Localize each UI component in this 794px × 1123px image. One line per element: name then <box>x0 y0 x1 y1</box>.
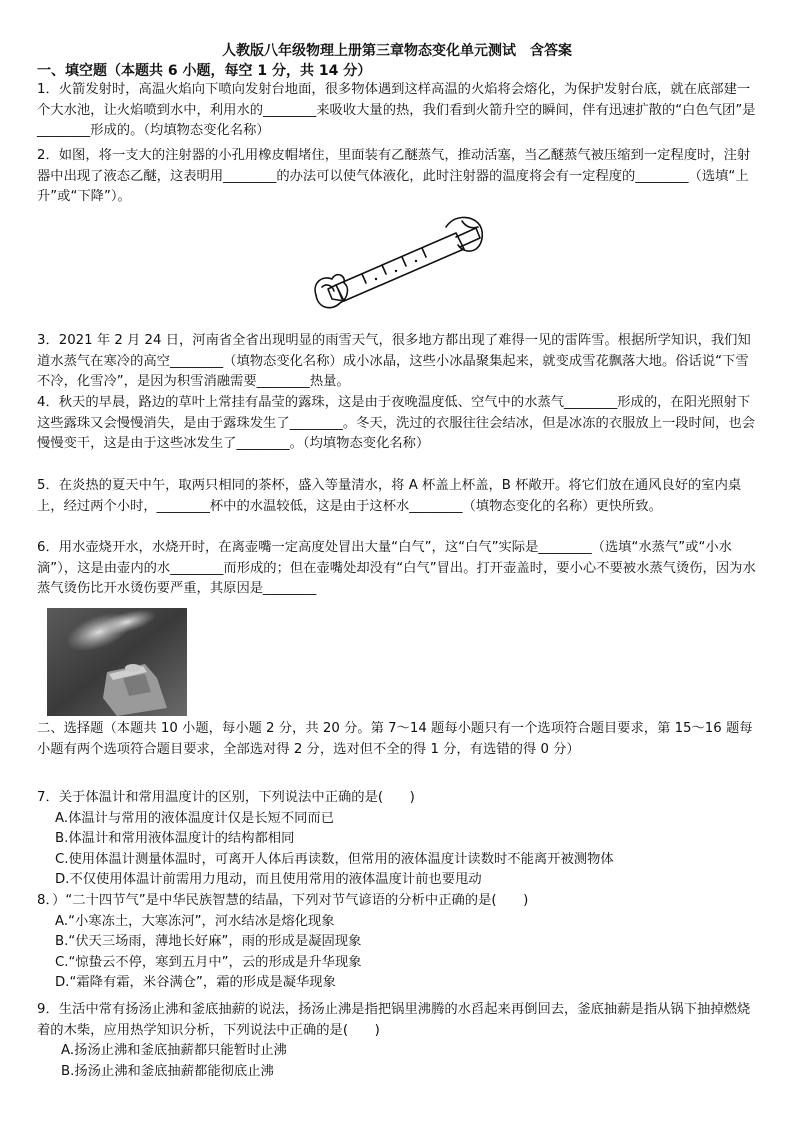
question-9-stem: 9．生活中常有扬汤止沸和釜底抽薪的说法，扬汤止沸是指把锅里沸腾的水舀起来再倒回去，釜底抽薪是指从锅下抽掉燃烧着的木柴，应用热学知识分析，下列说法中正确的是( ) <box>37 1002 751 1038</box>
question-6: 6．用水壶烧开水，水烧开时，在离壶嘴一定高度处冒出大量“白气”，这“白气”实际是________（选填“水蒸气”或“小水滴”），这是由壶内的水________而形成的；但在壶嘴处却没有“白气”冒出。打开壶盖时，要小心不要被水蒸气烫伤，因为水蒸气烫伤比开水烫伤要严重，其原因是________ <box>37 540 756 596</box>
question-7-option-c: C.使用体温计测量体温时，可离开人体后再读数，但常用的液体温度计读数时不能离开被测物体 <box>55 851 614 867</box>
question-7-stem: 7．关于体温计和常用温度计的区别，下列说法中正确的是( ) <box>37 790 415 805</box>
question-9-option-b: B.扬汤止沸和釜底抽薪都能彻底止沸 <box>61 1063 274 1079</box>
section1-heading: 一、填空题（本题共 6 小题，每空 1 分，共 14 分） <box>37 63 372 79</box>
question-8-stem: 8．）“二十四节气”是中华民族智慧的结晶，下列对节气谚语的分析中正确的是( ) <box>37 893 529 908</box>
question-3: 3．2021 年 2 月 24 日，河南省全省出现明显的雨雪天气，很多地方都出现了难得一见的雷阵雪。根据所学知识，我们知道水蒸气在寒冷的高空________（填物态变化名称）成小冰晶，这些小冰晶聚集起来，就变成雪花飘落大地。俗话说“下雪不冷，化雪冷”，是因为积雪消融需要________热量。 <box>37 333 751 389</box>
question-8-option-a: A.“小寒冻土，大寒冻河”，河水结冰是熔化现象 <box>55 913 335 929</box>
kettle-steam-photo <box>47 608 187 716</box>
question-9 <box>37 1000 759 1082</box>
question-2: 2．如图，将一支大的注射器的小孔用橡皮帽堵住，里面装有乙醚蒸气，推动活塞，当乙醚蒸气被压缩到一定程度时，注射器中出现了液态乙醚，这表明用________的办法可以使气体液化，此时注射器的温度将会有一定程度的________（选填“上升”或“下降”）。 <box>37 148 751 204</box>
question-9-option-a: A.扬汤止沸和釜底抽薪都只能暂时止沸 <box>61 1043 287 1058</box>
question-8-option-c: C.“惊蛰云不停，寒到五月中”，云的形成是升华现象 <box>55 954 362 970</box>
question-8 <box>37 891 759 994</box>
question-1: 1．火箭发射时，高温火焰向下喷向发射台地面，很多物体遇到这样高温的火焰将会熔化，为保护发射台底，就在底部建一个大水池，让火焰喷到水中，利用水的________来吸收大量的热，我们看到火箭升空的瞬间，伴有迅速扩散的“白色气团”是________形成的。（均填物态变化名称） <box>37 82 756 138</box>
question-7-option-b: B.体温计和常用液体温度计的结构都相同 <box>55 831 295 846</box>
question-7 <box>37 788 759 891</box>
syringe-figure <box>306 213 486 313</box>
page-title: 人教版八年级物理上册第三章物态变化单元测试 含答案 <box>222 43 572 59</box>
question-8-option-d: D.“霜降有霜，米谷满仓”，霜的形成是凝华现象 <box>55 975 336 990</box>
question-7-option-d: D.不仅使用体温计前需用力甩动，而且使用常用的液体温度计前也要甩动 <box>55 872 482 887</box>
question-7-option-a: A.体温计与常用的液体温度计仅是长短不同而已 <box>55 810 335 826</box>
section2-heading: 二、选择题（本题共 10 小题，每小题 2 分，共 20 分。第 7～14 题每小题只有一个选项符合题目要求，第 15～16 题每小题有两个选项符合题目要求，全部选对得 2 分，选对但不全的得 1 分，有选错的得 0 分） <box>37 721 753 757</box>
question-4: 4．秋天的早晨，路边的草叶上常挂有晶莹的露珠，这是由于夜晚温度低、空气中的水蒸气________形成的，在阳光照射下这些露珠又会慢慢消失，是由于露珠发生了________。冬天，洗过的衣服往往会结冰，但是冰冻的衣服放上一段时间，也会慢慢变干，这是由于这些冰发生了________。（均填物态变化名称） <box>37 395 756 451</box>
question-8-option-b: B.“伏天三场雨，薄地长好麻”，雨的形成是凝固现象 <box>55 934 362 949</box>
question-5: 5．在炎热的夏天中午，取两只相同的茶杯，盛入等量清水，将 A 杯盖上杯盖，B 杯敞开。将它们放在通风良好的室内桌上，经过两个小时，________杯中的水温较低，这是由于这杯水________（填物态变化的名称）更快所致。 <box>37 478 742 514</box>
